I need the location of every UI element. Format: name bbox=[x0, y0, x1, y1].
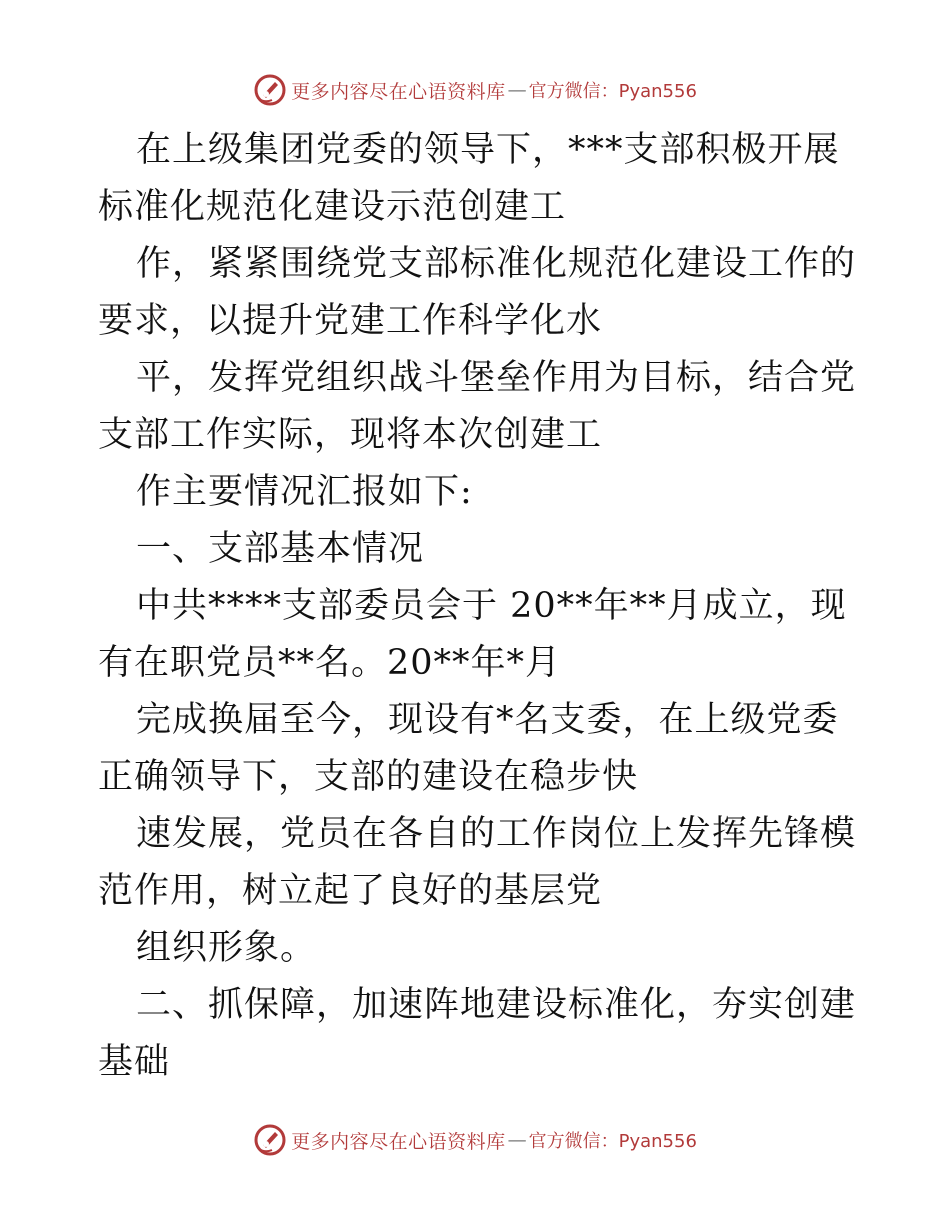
header-contact-text: 官方微信：Pyan556 bbox=[528, 81, 697, 102]
section-heading-1: 一、支部基本情况 bbox=[136, 529, 425, 569]
header-dash: — bbox=[507, 79, 527, 101]
paragraph-2: 作，紧紧围绕党支部标准化规范化建设工作的要求，以提升党建工作科学化水 bbox=[98, 244, 857, 341]
header-watermark bbox=[0, 70, 950, 110]
paragraph-5: 中共****支部委员会于 20**年**月成立，现有在职党员**名。20**年*月 bbox=[98, 586, 847, 683]
paragraph-1: 在上级集团党委的领导下，***支部积极开展标准化规范化建设示范创建工 bbox=[98, 130, 840, 227]
section-heading-2: 二、抓保障，加速阵地建设标准化，夯实创建基础 bbox=[98, 985, 857, 1082]
document-body bbox=[98, 122, 858, 1091]
footer-dash: — bbox=[507, 1129, 527, 1151]
paragraph-3: 平，发挥党组织战斗堡垒作用为目标，结合党支部工作实际，现将本次创建工 bbox=[98, 358, 857, 455]
header-brand-text: 更多内容尽在心语资料库 bbox=[291, 80, 506, 103]
paragraph-8: 组织形象。 bbox=[136, 928, 317, 968]
footer-contact-text: 官方微信：Pyan556 bbox=[528, 1131, 697, 1152]
paragraph-7: 速发展，党员在各自的工作岗位上发挥先锋模范作用，树立起了良好的基层党 bbox=[98, 814, 857, 911]
paragraph-4: 作主要情况汇报如下: bbox=[136, 472, 473, 512]
paragraph-6: 完成换届至今，现设有*名支委，在上级党委正确领导下，支部的建设在稳步快 bbox=[98, 700, 839, 797]
footer-watermark bbox=[0, 1120, 950, 1160]
brand-logo-icon bbox=[253, 1123, 287, 1157]
footer-brand-text: 更多内容尽在心语资料库 bbox=[291, 1130, 506, 1153]
brand-logo-icon bbox=[253, 73, 287, 107]
